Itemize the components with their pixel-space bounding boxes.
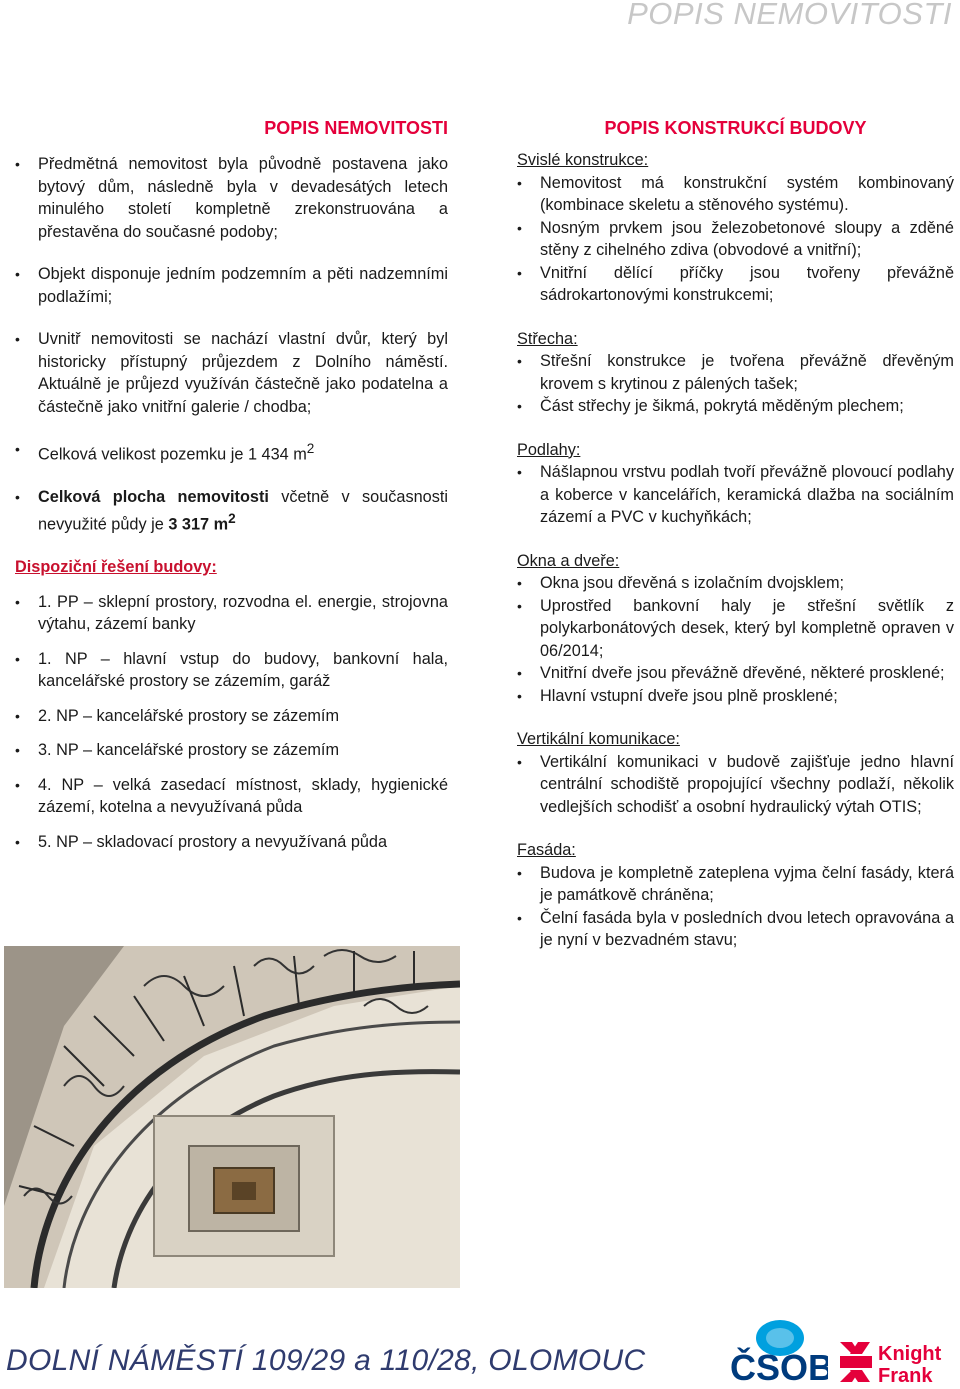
section-vertical-structures xyxy=(517,149,954,307)
section-heading: Svislé konstrukce: xyxy=(517,151,649,169)
staircase-photo xyxy=(4,946,460,1288)
list-item: • Vnitřní dveře jsou převážně dřevěné, některé prosklené; xyxy=(517,662,954,685)
section-heading: Vertikální komunikace: xyxy=(517,730,680,748)
section-windows-doors xyxy=(517,550,954,708)
section-floors xyxy=(517,439,954,529)
list-item: • Střešní konstrukce je tvořena převážně dřevěným krovem s krytinou z pálených tašek; xyxy=(517,350,954,395)
list-item: • Vertikální komunikaci v budově zajišťuje jedno hlavní centrální schodiště propojující všechny podlaží, několik vedlejších schodišť a osobní hydraulický výtah OTIS; xyxy=(517,751,954,819)
floor-item: • 4. NP – velká zasedací místnost, sklady, hygienické zázemí, kotelna a nevyužívaná půda xyxy=(15,774,448,819)
floor-item: • 5. NP – skladovací prostory a nevyužívaná půda xyxy=(15,831,448,854)
property-description-column xyxy=(15,118,448,865)
section-vertical-communication xyxy=(517,728,954,818)
section-facade xyxy=(517,839,954,952)
csob-logo xyxy=(726,1318,828,1384)
footer-address: DOLNÍ NÁMĚSTÍ 109/29 a 110/28, OLOMOUC xyxy=(6,1344,646,1377)
floor-item: • 1. NP – hlavní vstup do budovy, bankovní hala, kancelářské prostory se zázemím, garáž xyxy=(15,648,448,693)
list-item: • Okna jsou dřevěná s izolačním dvojsklem; xyxy=(517,572,954,595)
section-heading: Podlahy: xyxy=(517,440,581,459)
floor-item: • 1. PP – sklepní prostory, rozvodna el. energie, strojovna výtahu, zázemí banky xyxy=(15,591,448,636)
property-bullets xyxy=(15,153,448,536)
knight-frank-logo xyxy=(838,1340,956,1384)
section-heading: Střecha: xyxy=(517,329,578,348)
layout-heading: Dispoziční řešení budovy: xyxy=(15,558,217,577)
list-item: • Část střechy je šikmá, pokrytá měděným plechem; xyxy=(517,395,954,418)
plot-area-item: • Celková velikost pozemku je 1 434 $m^2$ xyxy=(15,438,448,466)
list-item: • Nemovitost má konstrukční systém kombinovaný (kombinace skeletu a stěnového systému). xyxy=(517,172,954,217)
list-item: • Uvnitř nemovitosti se nachází vlastní dvůr, který byl historicky přístupný průjezdem z Dolního náměstí. Aktuálně je průjezd využíván částečně jako podatelna a částečně jako vnitřní galerie / chodba; xyxy=(15,328,448,418)
page-header-title: POPIS NEMOVITOSTI xyxy=(627,0,952,31)
list-item: • Uprostřed bankovní haly je střešní světlík z polykarbonátových desek, který byl kompletně opraven v 06/2014; xyxy=(517,595,954,663)
kf-logo-text-knight: Knight xyxy=(878,1343,942,1365)
section-heading: Fasáda: xyxy=(517,841,576,859)
kf-logo-text-frank: Frank xyxy=(878,1365,933,1384)
floor-area-item: • Celková plocha nemovitosti včetně v současnosti nevyužité půdy je 3 317 $m^2$ xyxy=(15,486,448,536)
section-roof xyxy=(517,328,954,418)
list-item: • Vnitřní dělící příčky jsou tvořeny převážně sádrokartonovými konstrukcemi; xyxy=(517,262,954,307)
construction-column xyxy=(517,118,954,973)
list-item: • Nášlapnou vrstvu podlah tvoří převážně plovoucí podlahy a koberce v kancelářích, keramická dlažba na sociálním zázemí a PVC v kuchyňkách; xyxy=(517,461,954,529)
staircase-illustration xyxy=(4,946,460,1288)
floor-item: • 2. NP – kancelářské prostory se zázemím xyxy=(15,705,448,728)
construction-title: POPIS KONSTRUKCÍ BUDOVY xyxy=(604,118,867,138)
list-item: • Nosným prvkem jsou železobetonové sloupy a zděné stěny z cihelného zdiva (obvodové a vnitřní); xyxy=(517,217,954,262)
csob-logo-text: ČSOB xyxy=(730,1347,828,1384)
list-item: • Čelní fasáda byla v posledních dvou letech opravována a je nyní v bezvadném stavu; xyxy=(517,907,954,952)
property-description-title: POPIS NEMOVITOSTI xyxy=(264,118,448,138)
list-item: • Hlavní vstupní dveře jsou plně prosklené; xyxy=(517,685,954,708)
list-item: • Předmětná nemovitost byla původně postavena jako bytový dům, následně byla v devadesátých letech minulého století kompletně zrekonstruována a přestavěna do současné podoby; xyxy=(15,153,448,243)
floor-item: • 3. NP – kancelářské prostory se zázemím xyxy=(15,739,448,762)
section-heading: Okna a dveře: xyxy=(517,551,620,570)
list-item: • Budova je kompletně zateplena vyjma čelní fasády, která je památkově chráněna; xyxy=(517,862,954,907)
list-item: • Objekt disponuje jedním podzemním a pěti nadzemními podlažími; xyxy=(15,263,448,308)
floor-list xyxy=(15,591,448,854)
